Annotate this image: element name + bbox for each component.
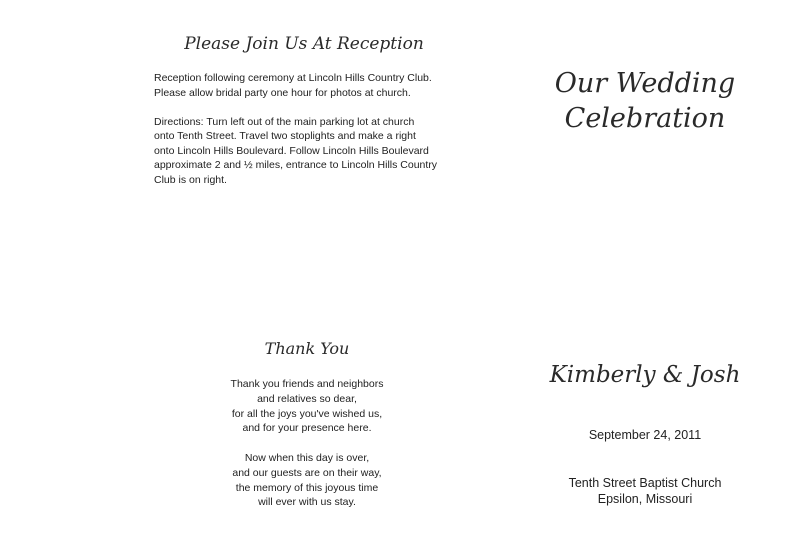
poem-line: and for your presence here. <box>242 422 372 435</box>
reception-details <box>154 71 454 202</box>
venue <box>545 475 745 507</box>
poem-line: Thank you friends and neighbors <box>230 378 384 390</box>
poem-line: Now when this day is over, <box>244 451 370 464</box>
wedding-date: September 24, 2011 <box>588 428 702 442</box>
cover-title-line: Celebration <box>564 103 726 134</box>
poem-line: and relatives so dear, <box>257 392 357 405</box>
reception-line: Please allow bridal party one hour for photos at church. <box>154 86 411 99</box>
venue-name: Tenth Street Baptist Church <box>568 476 722 490</box>
thank-you-title: Thank You <box>264 339 350 358</box>
reception-line: Reception following ceremony at Lincoln Hills Country Club. <box>154 72 432 84</box>
poem-line: will ever with us stay. <box>258 496 356 509</box>
directions-line: onto Lincoln Hills Boulevard. Follow Lincoln Hills Boulevard <box>154 144 429 157</box>
directions-line: approximate 2 and ½ miles, entrance to Lincoln Hills Country <box>154 159 438 171</box>
directions-line: Club is on right. <box>154 173 227 186</box>
cover-title-line: Our Wedding <box>554 68 736 99</box>
reception-paragraph <box>154 71 454 100</box>
poem-line: and our guests are on their way, <box>232 466 382 479</box>
poem-line: the memory of this joyous time <box>235 481 379 494</box>
venue-location: Epsilon, Missouri <box>597 492 693 506</box>
directions-line: Directions: Turn left out of the main parking lot at church <box>154 115 415 128</box>
poem-line: for all the joys you've wished us, <box>231 407 383 420</box>
cover-title <box>545 66 745 136</box>
directions-line: onto Tenth Street. Travel two stoplights and make a right <box>154 130 416 142</box>
thank-you-poem <box>207 377 407 510</box>
directions-paragraph <box>154 115 454 188</box>
couple-names: Kimberly & Josh <box>549 362 741 388</box>
reception-title: Please Join Us At Reception <box>184 34 424 54</box>
